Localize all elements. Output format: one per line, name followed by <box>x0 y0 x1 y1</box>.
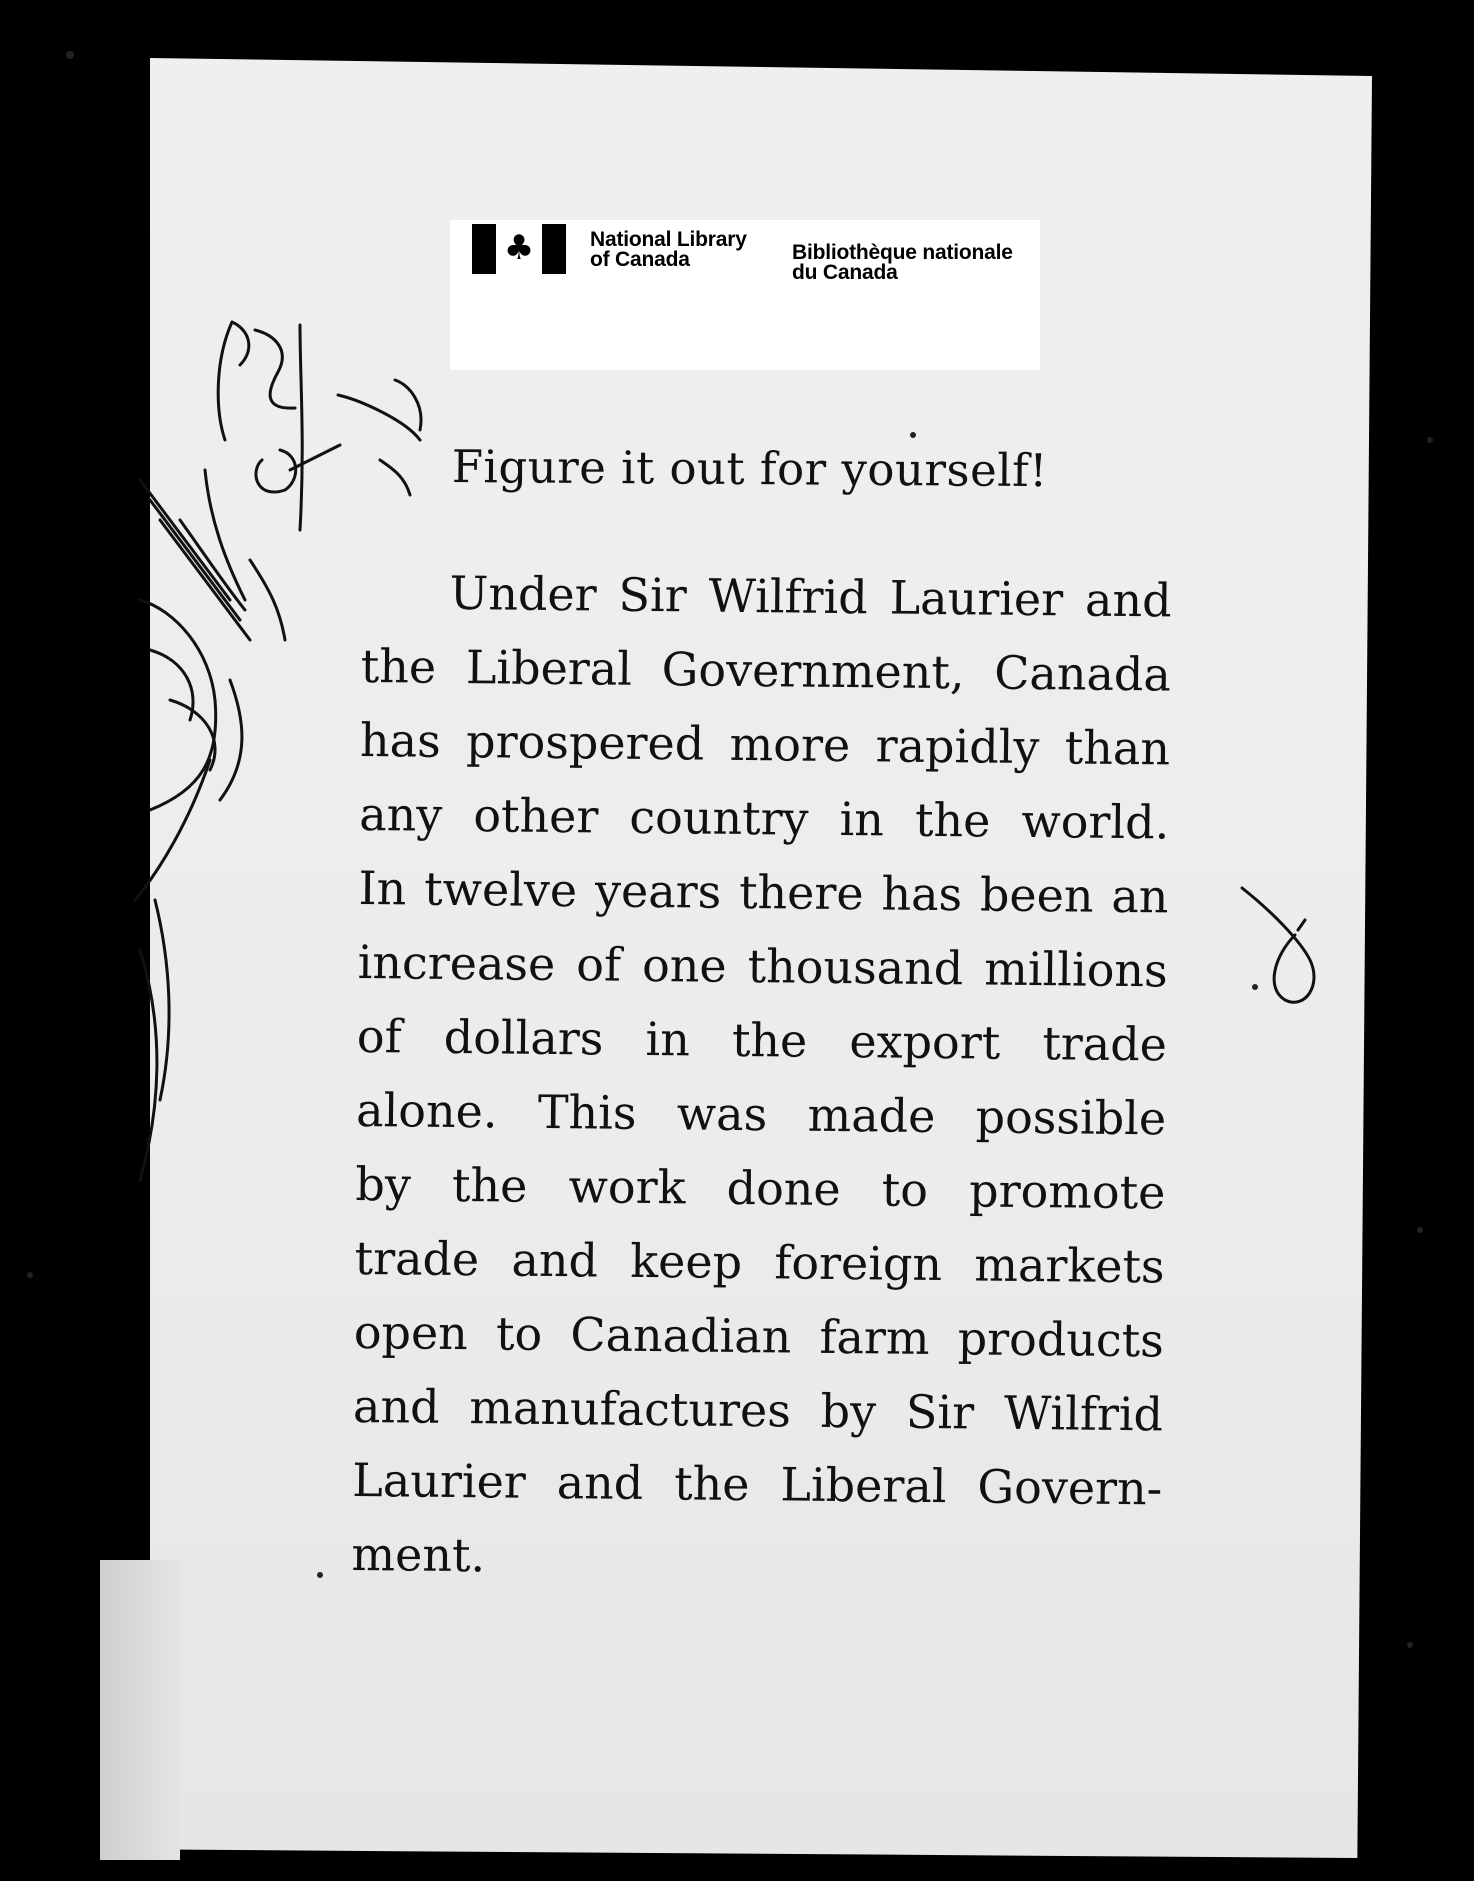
body-line: alone. This was made possible <box>355 1082 1167 1146</box>
canada-flag-icon <box>472 224 572 274</box>
body-line: has prospered more rapidly than <box>359 712 1171 776</box>
library-name-english-line2: of Canada <box>590 248 690 271</box>
library-name-french-line2: du Canada <box>792 261 898 284</box>
document-body <box>351 555 1172 1599</box>
document-title: Figure it out for yourself! <box>451 440 1049 498</box>
body-line: by the work done to promote <box>355 1156 1166 1220</box>
body-line: trade and keep foreign markets <box>354 1230 1165 1294</box>
ink-dot <box>27 1272 33 1278</box>
library-name-french-line1: Bibliothèque nationale <box>792 241 1013 264</box>
body-line: Under Sir Wilfrid Laurier and <box>449 565 1172 628</box>
body-line: increase of one thousand millions <box>357 934 1168 998</box>
ink-dot <box>1427 437 1433 443</box>
body-line: Laurier and the Liberal Govern- <box>352 1452 1163 1516</box>
body-line: and manufactures by Sir Wilfrid <box>352 1378 1164 1442</box>
maple-leaf-icon: ♣ <box>503 228 535 268</box>
body-line: open to Canadian farm products <box>353 1304 1165 1368</box>
ink-dot <box>1417 1227 1423 1233</box>
ink-dot <box>1407 1642 1413 1648</box>
paper-edge <box>100 1560 180 1860</box>
body-line: In twelve years there has been an <box>358 860 1169 924</box>
flag-bar-left <box>472 224 496 274</box>
library-name-french <box>792 243 1013 283</box>
body-line: of dollars in the export trade <box>356 1008 1168 1072</box>
library-name-english-line1: National Library <box>590 228 747 251</box>
ink-dot <box>66 51 74 59</box>
flag-bar-right <box>542 224 566 274</box>
body-line: any other country in the world. <box>359 786 1170 850</box>
library-name-english <box>590 230 747 270</box>
body-line: the Liberal Government, Canada <box>360 638 1172 702</box>
body-line: ment. <box>351 1526 486 1583</box>
